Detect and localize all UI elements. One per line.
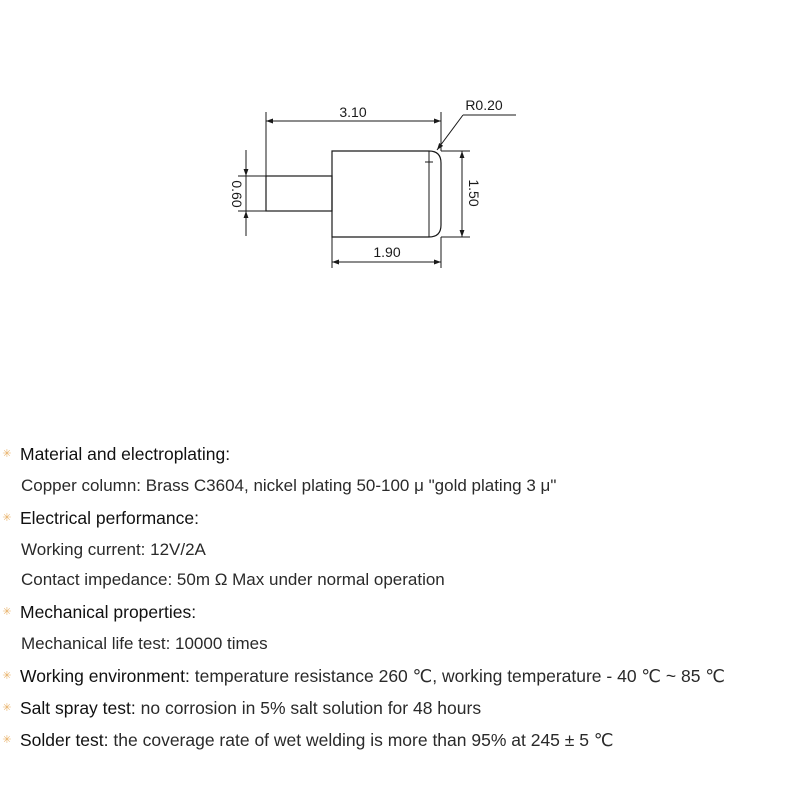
spec-value: the coverage rate of wet welding is more than 95% at 245 ± 5 ℃ — [108, 730, 614, 750]
bullet-icon: ✳ — [2, 734, 12, 746]
dim-total-length: 3.10 — [339, 104, 367, 120]
spec-heading: Solder test: — [20, 730, 109, 750]
spec-heading: Material and electroplating: — [20, 444, 231, 464]
spec-material-detail: Copper column: Brass C3604, nickel plating 50-100 μ "gold plating 3 μ" — [21, 476, 557, 495]
spec-electrical-current: Working current: 12V/2A — [21, 540, 206, 559]
spec-heading: Salt spray test: — [20, 698, 136, 718]
bullet-icon: ✳ — [2, 670, 12, 682]
spec-electrical-impedance: Contact impedance: 50m Ω Max under normal operation — [21, 570, 445, 589]
pin-outline — [266, 176, 332, 211]
spec-heading: Working environment: — [20, 666, 190, 686]
extension-lines — [238, 112, 470, 268]
dim-body-length: 1.90 — [373, 244, 401, 260]
bullet-icon: ✳ — [2, 702, 12, 714]
spec-value: no corrosion in 5% salt solution for 48 hours — [135, 698, 482, 718]
spec-heading: Mechanical properties: — [20, 602, 197, 622]
body-outline — [332, 151, 441, 237]
spec-mechanical-life: Mechanical life test: 10000 times — [21, 634, 268, 653]
dim-radius: R0.20 — [465, 97, 503, 113]
bullet-icon: ✳ — [2, 448, 12, 460]
bullet-icon: ✳ — [2, 606, 12, 618]
dim-body-diameter: 1.50 — [466, 179, 482, 207]
spec-value: temperature resistance 260 ℃, working temperature - 40 ℃ ~ 85 ℃ — [189, 666, 725, 686]
dim-pin-diameter: 0.60 — [229, 180, 245, 208]
spec-heading: Electrical performance: — [20, 508, 199, 528]
bullet-icon: ✳ — [2, 512, 12, 524]
